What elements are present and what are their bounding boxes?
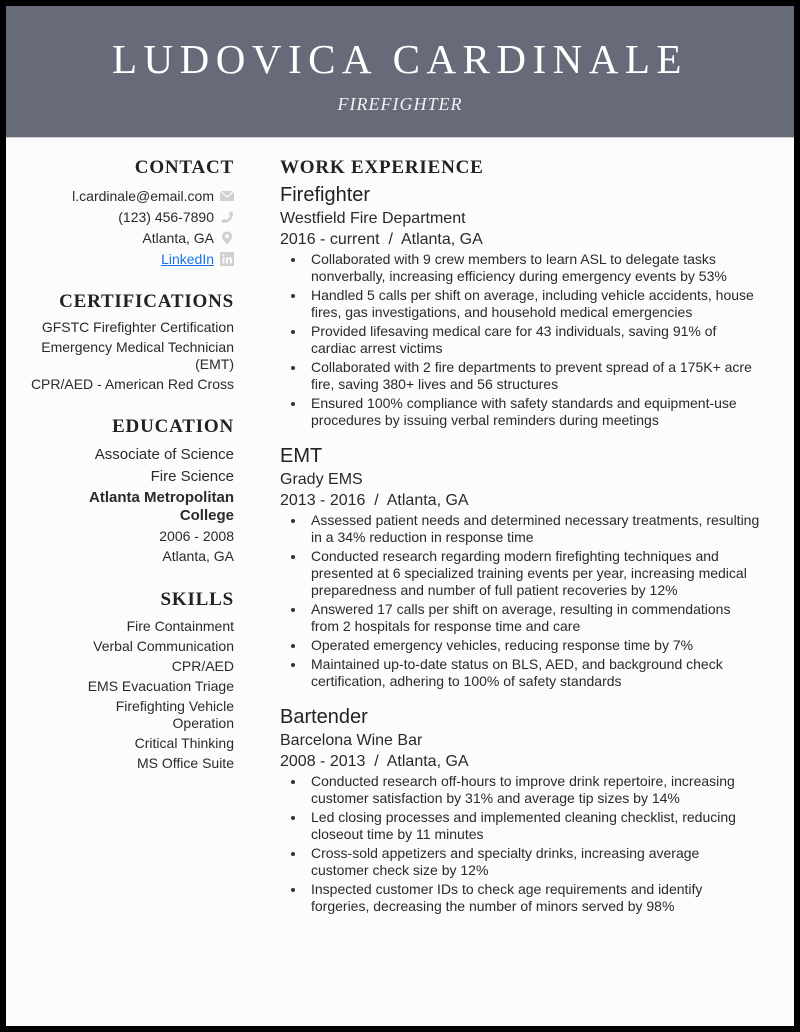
job-entry-firefighter: [280, 182, 760, 429]
job-bullets: [311, 773, 760, 915]
job-bullet: Provided lifesaving medical care for 43 individuals, saving 91% of cardiac arrest victims: [311, 323, 760, 357]
job-bullet: Handled 5 calls per shift on average, including vehicle accidents, house fires, gas investigations, and household medical emergencies: [311, 287, 760, 321]
job-dates-location: 2013 - 2016 / Atlanta, GA: [280, 492, 469, 509]
skill-item: CPR/AED: [171, 658, 234, 674]
linkedin-icon: [220, 252, 234, 266]
education-location: Atlanta, GA: [162, 548, 234, 564]
left-column: [6, 156, 234, 772]
skill-item: Critical Thinking: [134, 735, 234, 751]
right-column: [280, 156, 760, 917]
contact-heading: CONTACT: [134, 157, 234, 178]
contact-section: [6, 156, 234, 269]
job-company: Barcelona Wine Bar: [280, 732, 423, 749]
location-text: Atlanta, GA: [142, 229, 214, 246]
certification-item: CPR/AED - American Red Cross: [30, 376, 234, 392]
candidate-title: FIREFIGHTER: [337, 94, 463, 114]
job-bullet: Answered 17 calls per shift on average, resulting in commendations from 2 hospitals for response time and care: [311, 601, 760, 635]
certifications-heading: CERTIFICATIONS: [59, 291, 234, 312]
education-section: [6, 415, 234, 566]
education-school: Atlanta Metropolitan College: [89, 489, 234, 524]
map-pin-icon: [220, 231, 234, 245]
job-bullet: Collaborated with 9 crew members to learn ASL to delegate tasks nonverbally, increasing efficiency during emergency events by 53%: [311, 251, 760, 285]
contact-linkedin: [6, 248, 234, 269]
job-bullets: [311, 512, 760, 690]
education-years: 2006 - 2008: [159, 528, 234, 544]
work-experience-heading: WORK EXPERIENCE: [280, 157, 484, 178]
job-company: Westfield Fire Department: [280, 210, 466, 227]
job-bullet: Inspected customer IDs to check age requirements and identify forgeries, decreasing the number of minors served by 98%: [311, 881, 760, 915]
job-bullet: Cross-sold appetizers and specialty drinks, increasing average customer check size by 12%: [311, 845, 760, 879]
education-degree: Associate of Science: [94, 446, 234, 463]
job-title: EMT: [280, 445, 323, 467]
linkedin-link[interactable]: LinkedIn: [161, 250, 214, 267]
job-company: Grady EMS: [280, 471, 363, 488]
phone-icon: [220, 210, 234, 224]
phone-text: (123) 456-7890: [118, 208, 214, 225]
job-title: Bartender: [280, 706, 368, 728]
email-text: l.cardinale@email.com: [72, 187, 214, 204]
job-bullets: [311, 251, 760, 429]
contact-location: [6, 227, 234, 248]
envelope-icon: [220, 189, 234, 203]
skill-item: Firefighting Vehicle Operation: [115, 698, 234, 731]
job-bullet: Collaborated with 2 fire departments to prevent spread of a 175K+ acre fire, saving 380+ lives and 56 structures: [311, 359, 760, 393]
certification-item: Emergency Medical Technician (EMT): [41, 339, 234, 372]
resume-page: [6, 6, 794, 1026]
candidate-name: LUDOVICA CARDINALE: [112, 36, 688, 82]
job-bullet: Ensured 100% compliance with safety standards and equipment-use procedures by issuing verbal reminders during meetings: [311, 395, 760, 429]
contact-phone: [6, 206, 234, 227]
education-field: Fire Science: [150, 468, 234, 485]
certifications-section: [6, 290, 234, 393]
skills-heading: SKILLS: [160, 589, 234, 610]
job-bullet: Conducted research regarding modern firefighting techniques and presented at 6 specialized training events per year, increasing medical preparedness and number of full patient recoveries by 12%: [311, 548, 760, 599]
job-bullet: Led closing processes and implemented cleaning checklist, reducing closeout time by 11 minutes: [311, 809, 760, 843]
skill-item: Fire Containment: [126, 618, 234, 634]
job-bullet: Maintained up-to-date status on BLS, AED, and background check certification, adhering to 100% of safety standards: [311, 656, 760, 690]
job-dates-location: 2016 - current / Atlanta, GA: [280, 231, 483, 248]
job-entry-emt: [280, 443, 760, 690]
job-dates-location: 2008 - 2013 / Atlanta, GA: [280, 753, 469, 770]
job-bullet: Conducted research off-hours to improve drink repertoire, increasing customer satisfaction by 31% and average tip sizes by 14%: [311, 773, 760, 807]
skills-section: [6, 588, 234, 772]
skill-item: MS Office Suite: [136, 755, 234, 771]
certification-item: GFSTC Firefighter Certification: [41, 319, 234, 335]
job-entry-bartender: [280, 704, 760, 915]
job-bullet: Assessed patient needs and determined necessary treatments, resulting in a 34% reduction in response time: [311, 512, 760, 545]
skill-item: Verbal Communication: [93, 638, 234, 654]
job-title: Firefighter: [280, 184, 371, 206]
skill-item: EMS Evacuation Triage: [87, 678, 234, 694]
contact-email: [6, 185, 234, 206]
education-heading: EDUCATION: [112, 416, 234, 437]
job-bullet: Operated emergency vehicles, reducing response time by 7%: [311, 637, 760, 654]
resume-header: [6, 6, 794, 138]
